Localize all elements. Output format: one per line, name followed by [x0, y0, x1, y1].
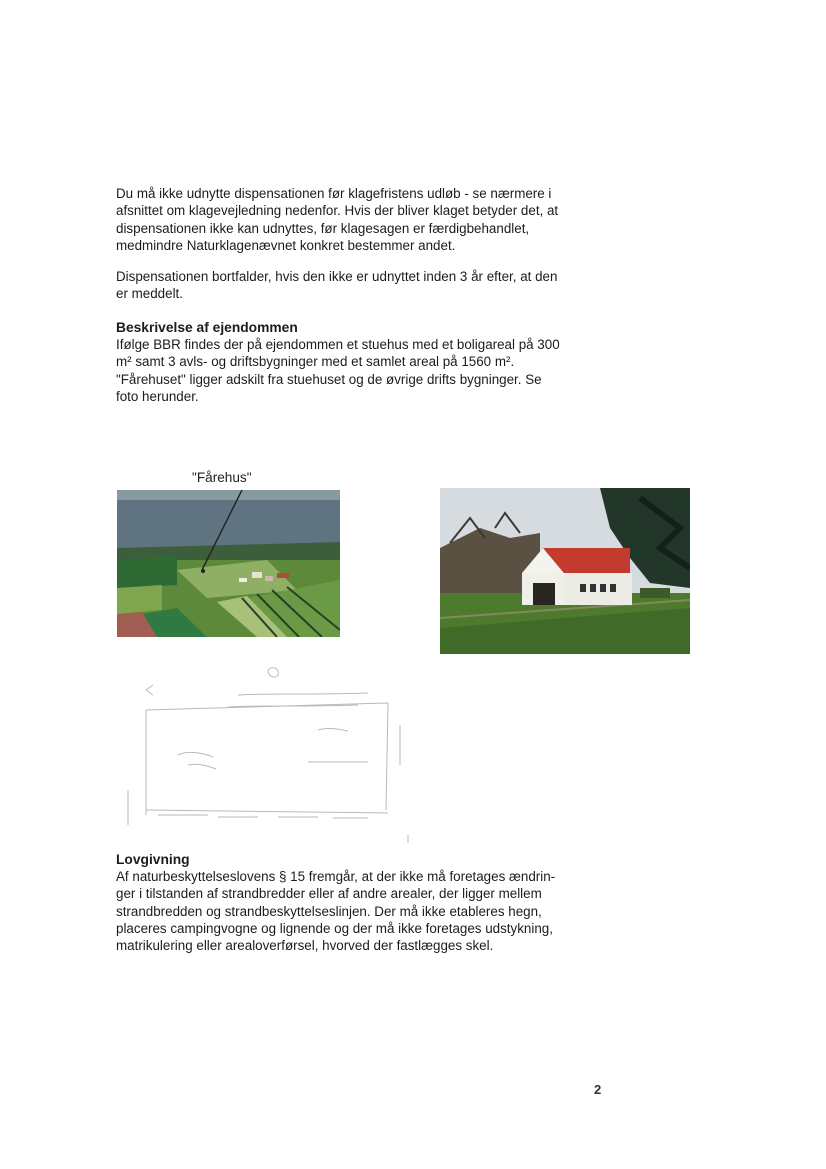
- heading-property-description: Beskrivelse af ejendommen: [116, 320, 298, 335]
- site-sketch-drawing: [118, 665, 438, 845]
- paragraph-property-description: Ifølge BBR findes der på ejendommen et stuehus med et boligareal på 300 m² samt 3 avls- og driftsbygninger med et samlet areal på 1560 m². "Fårehuset" ligger adskilt fra stuehuset og de øvrige drifts bygninger. Se foto herunder.: [116, 337, 560, 404]
- aerial-photo-caption: "Fårehus": [192, 470, 252, 485]
- paragraph-appeal-deadline: Du må ikke udnytte dispensationen før klagefristens udløb - se nærmere i afsnittet om klagevejledning nedenfor. Hvis der bliver klaget betyder det, at dispensationen ikke kan udnyttes, før klagesagen er færdigbehandlet, medmindre Naturklagenævnet konkret bestemmer andet.: [116, 186, 559, 253]
- paragraph-legislation: Af naturbeskyttelseslovens § 15 fremgår, at der ikke må foretages ændrin- ger i tilstanden af strandbredder eller af andre arealer, der ligger mellem strandbredden og strandbeskyttelseslinjen. Der må ikke etableres hegn, placeres campingvogne og lignende og der må ikke foretages udstykning, matrikulering eller arealoverførsel, hvorved der fastlægges skel.: [116, 869, 556, 954]
- aerial-photo: [117, 490, 340, 637]
- paragraph-expiry: Dispensationen bortfalder, hvis den ikke er udnyttet inden 3 år efter, at den er meddelt.: [116, 269, 558, 302]
- heading-legislation: Lovgivning: [116, 852, 190, 867]
- page-number: 2: [594, 1082, 602, 1097]
- farmhouse-photo: [440, 488, 690, 654]
